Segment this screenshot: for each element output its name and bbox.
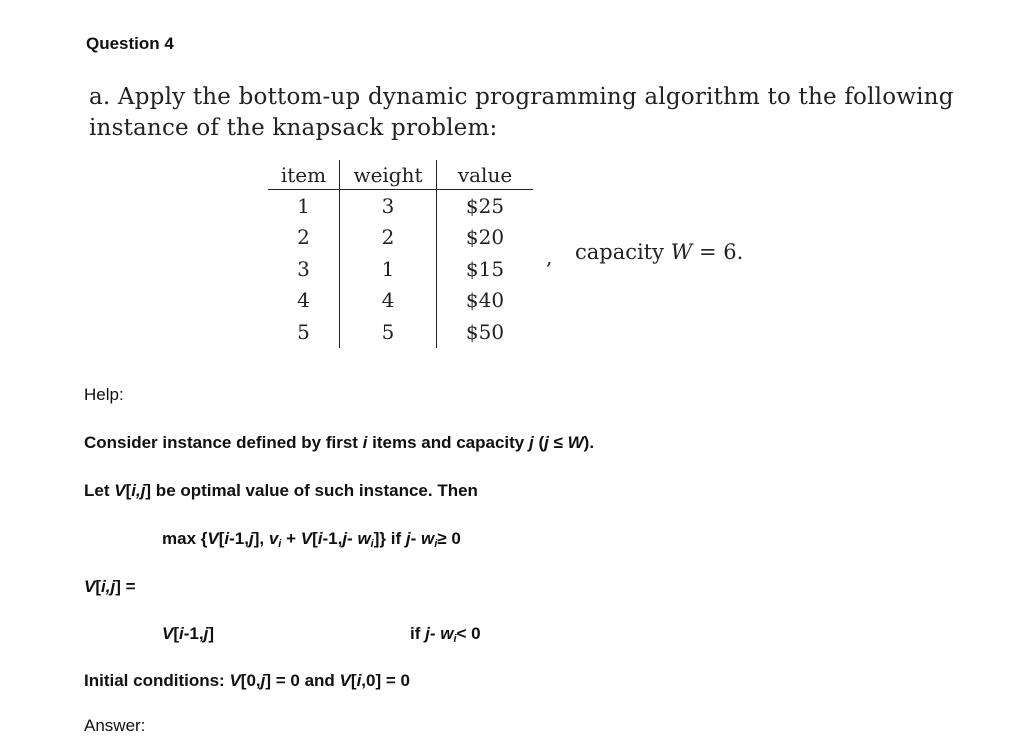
table-header-row (268, 160, 533, 190)
cell-value: $15 (465, 256, 505, 281)
cell-weight: 2 (340, 222, 437, 254)
capacity-separator: , (546, 245, 553, 269)
cell-item: 5 (268, 316, 340, 348)
cell-weight: 1 (340, 253, 437, 285)
cell-item: 3 (268, 253, 340, 285)
table-row (268, 285, 533, 317)
header-value: value (437, 160, 534, 190)
recurrence-case-2-condition: if j- $w_i< 0$ (410, 624, 481, 645)
header-weight: weight (340, 160, 437, 190)
capacity-label: capacity W = 6. (575, 240, 744, 264)
problem-statement-line-1: a. Apply the bottom-up dynamic programming algorithm to the following (89, 84, 954, 110)
cell-weight: 5 (340, 316, 437, 348)
question-title: Question 4 (86, 34, 174, 53)
table-row (268, 316, 533, 348)
recurrence-case-1: max {V[i-1,j], $v_i + V[i-1,j-$ $w_i$]} if j- $w_i\ge 0$ (162, 529, 461, 550)
table-row (268, 253, 533, 285)
recurrence-case-2-value: V[i-1,j] (162, 624, 214, 643)
knapsack-table (268, 160, 533, 348)
help-heading: Help: (84, 385, 124, 404)
recurrence-lhs: V[i,j] = (84, 577, 136, 596)
cell-value: $20 (465, 225, 505, 250)
table-row (268, 190, 533, 222)
answer-label: Answer: (84, 716, 146, 735)
cell-value: $40 (465, 288, 505, 313)
cell-item: 1 (268, 190, 340, 222)
help-let-statement: Let V[i,j] be optimal value of such instance. Then (84, 481, 478, 500)
cell-item: 2 (268, 222, 340, 254)
cell-value: $25 (465, 193, 505, 218)
cell-weight: 3 (340, 190, 437, 222)
help-definition: Consider instance defined by first i items and capacity j (j ≤ W). (84, 433, 595, 452)
cell-weight: 4 (340, 285, 437, 317)
initial-conditions: Initial conditions: V[0,j] = 0 and V[i,0] = 0 (84, 671, 410, 690)
cell-item: 4 (268, 285, 340, 317)
header-item: item (268, 160, 340, 190)
cell-value: $50 (465, 319, 505, 344)
problem-statement-line-2: instance of the knapsack problem: (89, 115, 498, 141)
table-row (268, 222, 533, 254)
